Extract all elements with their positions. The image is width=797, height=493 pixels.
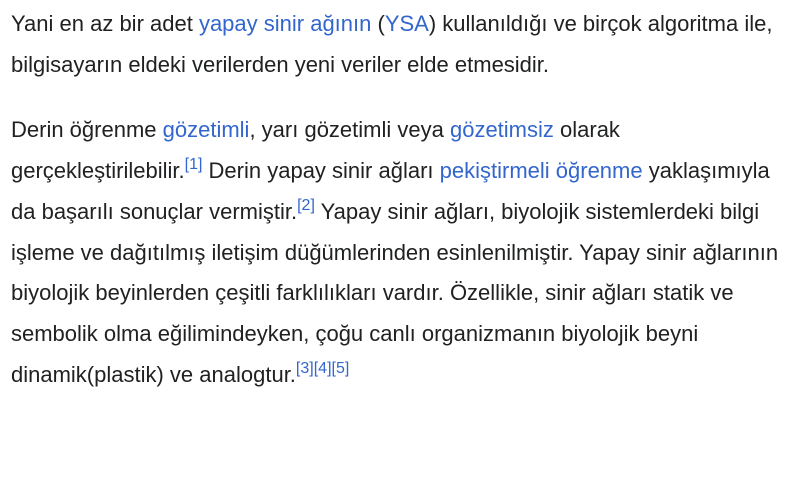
reference-2[interactable]: [2] [297,196,315,214]
paragraph-1 [11,4,793,85]
text-segment: ( [371,11,385,36]
link-ysa[interactable]: YSA [384,11,429,36]
text-segment: yaklaşımıyla da başarılı sonuçlar vermiştir. [11,158,770,224]
reference-3[interactable]: [3] [295,359,314,377]
reference-1[interactable]: [1] [184,156,203,174]
text-segment: Yani en az bir adet [11,11,199,36]
reference-4[interactable]: [4] [313,359,332,377]
text-segment: olarak gerçekleştirilebilir. [11,117,620,184]
link-gozetimsiz[interactable]: gözetimsiz [449,117,554,143]
text-segment: ) kullanıldığı ve birçok algoritma ile, bilgisayarın eldeki verilerden yeni veriler elde etmesidir. [11,11,773,77]
text-segment: Derin yapay sinir ağları [202,158,440,184]
text-segment: Derin öğrenme [11,117,163,143]
paragraph-2 [11,110,793,395]
text-segment: Yapay sinir ağları, biyolojik sistemlerdeki bilgi işleme ve dağıtılmış iletişim düğümlerinden esinlenilmiştir. Yapay sinir ağlarının biyolojik beyinlerden çeşitli farklılıkları vardır. Özellikle, sinir ağları statik ve sembolik olma eğilimindeyken, çoğu canlı organizmanın biyolojik beyni dinamik(plastik) ve analogtur. [11,198,779,387]
link-yapay-sinir-agi[interactable]: yapay sinir ağının [198,11,372,36]
link-gozetimli[interactable]: gözetimli [162,117,250,143]
link-pekistirmeli-ogrenme[interactable]: pekiştirmeli öğrenme [439,158,643,184]
reference-5[interactable]: [5] [331,359,350,377]
article-body [11,4,793,395]
text-segment: , yarı gözetimli veya [249,117,450,143]
